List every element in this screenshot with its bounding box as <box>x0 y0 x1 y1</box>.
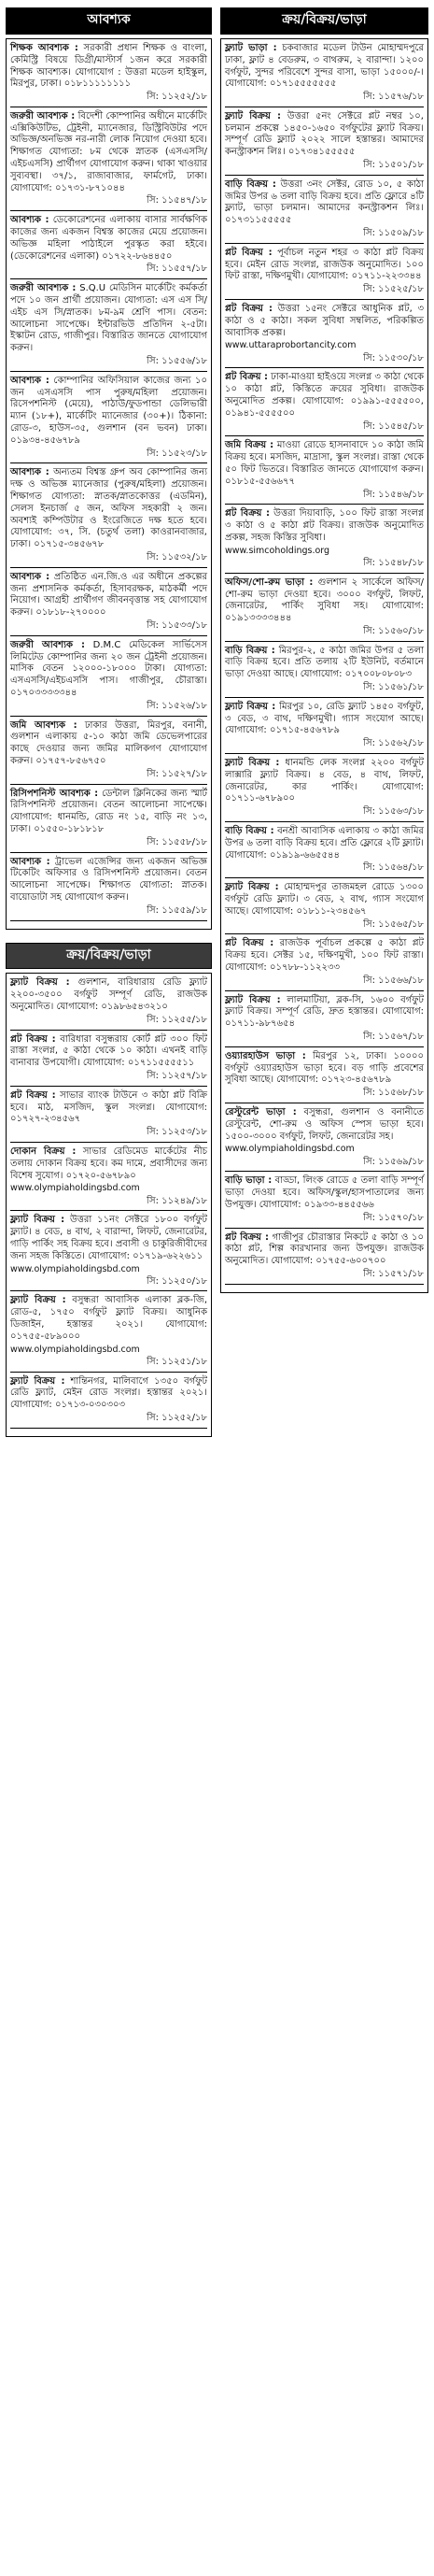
ad-divider <box>225 1228 424 1229</box>
ad-title: ফ্ল্যাট বিক্রয় : <box>10 1215 65 1226</box>
ad-title: ওয়্যারহাউস ভাড়া : <box>225 1050 306 1061</box>
classified-ad <box>10 1146 207 1211</box>
ad-body: সরকারী প্রধান শিক্ষক ও বাংলা, কেমিস্ট্রি বিষয়ে ডিগ্রী/মাস্টার্স ১জন করে সরকারী শিক্ষক আবশ্যক। যোগাযোগ : উত্তরা মডেল হাইস্কুল, মিরপুর, ঢাকা। ০১৮১১১১১১১১ <box>10 42 207 90</box>
ad-divider <box>225 990 424 991</box>
ad-title: বাড়ি বিক্রয় : <box>225 178 276 190</box>
ad-code: সি: ১১২৫৫/১৮ <box>147 1014 207 1025</box>
ad-body: S.Q.U মেডিসিন মার্কেটিং কর্মকর্তা পদে ১০ জন প্রার্থী প্রয়োজন। যোগ্যতা: এস এস সি/এইচ এস সি/স্নাতক। ৮ম-৯ম শ্রেণি পাস। বেতন: আলোচনা সাপেক্ষে। ইন্টারভিউ প্রতিদিন ২-৫টা। ইস্কাটন রোড, গাজীপুর। বিস্তারিত জানতে যোগাযোগ করুন। <box>10 283 207 354</box>
ad-divider <box>10 1372 207 1373</box>
ad-divider <box>10 1030 207 1031</box>
ad-title: প্লট বিক্রয় : <box>225 1231 269 1243</box>
ad-body: ডেন্টাল ক্লিনিকের জন্য স্মার্ট রিসিপশনিস্ট প্রয়োজন। বেতন আলোচনা সাপেক্ষে। যোগাযোগ: ধানমন্ডি, রোড নং ১৫, বাড়ি নং ১৩, ঢাকা। ০১৫৫০-১৮১৮১৮ <box>10 788 207 834</box>
ad-text <box>10 1034 207 1070</box>
classified-ad <box>10 720 207 785</box>
ad-code: সি: ১১২৫৩/১৮ <box>147 1127 207 1138</box>
ad-title: জমি আবশ্যক : <box>10 719 77 731</box>
ad-code: সি: ১১৫০৯/১৮ <box>363 228 424 239</box>
ad-divider <box>225 504 424 505</box>
ad-text <box>225 577 424 625</box>
classified-ad <box>225 995 424 1047</box>
ad-text <box>225 938 424 974</box>
ad-text <box>10 789 207 836</box>
ad-text <box>225 995 424 1031</box>
ad-title: বাড়ি বিক্রয় : <box>225 645 275 656</box>
ad-title: জমি বিক্রয় : <box>225 440 274 451</box>
ad-code: সি: ১১৫২৫/১৮ <box>363 284 424 295</box>
classified-ad <box>225 1051 424 1103</box>
ad-code: সি: ১১৫৩৩/১৮ <box>147 619 207 631</box>
ad-text <box>225 1051 424 1087</box>
ad-code: সি: ১১৫২৭/১৮ <box>147 768 207 779</box>
ad-title: আবশ্যক : <box>10 571 50 582</box>
classified-ad <box>10 1295 207 1372</box>
classified-ad <box>225 179 424 244</box>
ad-title: প্লট বিক্রয় : <box>225 938 274 949</box>
ad-title: প্লট বিক্রয় : <box>225 372 268 383</box>
classified-ad <box>225 304 424 368</box>
ad-website-link[interactable]: www.simcoholdings.org <box>225 545 330 556</box>
ad-divider <box>10 567 207 568</box>
ad-body: বাড্ডা, লিংক রোডে ৫ তলা বাড়ি সম্পূর্ণ ভাড়া দেওয়া হবে। অফিস/স্কুল/হাসপাতালের জন্য উপযুক্ত। যোগাযোগ: ০১৯৩৩-৪৪৫৫৬৬ <box>225 1175 425 1210</box>
section-header-buy-sell-rent-right: ক্রয়/বিক্রয়/ভাড়া <box>220 7 428 35</box>
ad-title: ফ্ল্যাট ভাড়া : <box>225 42 277 53</box>
ad-text <box>10 857 207 904</box>
classified-ad <box>225 702 424 754</box>
ad-code: সি: ১১৫০১/১৮ <box>363 160 424 171</box>
classified-ad <box>10 376 207 464</box>
classified-ad <box>225 882 424 934</box>
ad-divider <box>225 243 424 244</box>
classified-ad <box>225 1107 424 1172</box>
ad-body: প্রতিষ্ঠিত এন.জি.ও এর অধীনে প্রকল্পের জন্য প্রশাসনিক কর্মকর্তা, হিসাবরক্ষক, মাঠকর্মী পদে নিয়োগ। আগ্রহী প্রার্থীগণ জীবনবৃত্তান্ত সহ যোগাযোগ করুন। ০১৮১৮-২৭০০০০ <box>10 571 207 619</box>
ad-text <box>225 1232 424 1268</box>
ad-title: জরুরী আবশ্যক : <box>10 110 76 121</box>
ad-text <box>10 1090 207 1126</box>
ad-text <box>225 111 424 159</box>
ad-body: মিরপুর-২, ৫ কাঠা জমির উপর ৫ তলা বাড়ি বিক্রয় হবে। প্রতি তলায় ২টি ইউনিট, বর্তমানে ভাড়া দেওয়া আছে। যোগাযোগ: ০১৭০০৮০৮০৮৩ <box>225 645 424 680</box>
ad-website-link[interactable]: www.olympiaholdingsbd.com <box>10 1183 140 1194</box>
ad-text <box>225 1175 424 1211</box>
ad-divider <box>225 877 424 878</box>
ad-body: উত্তরা ১৫নং সেক্টরে আধুনিক প্লট, ৩ কাঠা ও ৫ কাঠা। সকল সুবিধা সম্বলিত, পরিকল্পিত আবাসিক প্রকল্প। <box>225 304 424 338</box>
ad-body: বারিধারা বসুন্ধরায় কোর্ট প্লট ৩০০ ফিট রাস্তা সংলগ্ন, ৫ কাঠা থেকে ১০ কাঠা। এখনই বাড়ি বানাবার উপযোগী। যোগাযোগ: ০১৭১১৫৫৫৫১১ <box>10 1033 207 1069</box>
ad-body: লালমাটিয়া, ব্লক-সি, ১৬০০ বর্গফুট ফ্ল্যাট বিক্রয়। সম্পূর্ণ রেডি, দ্রুত হস্তান্তর। যোগাযোগ: ০১৭১১-৯৮৭৬৫৪ <box>225 994 424 1030</box>
ad-divider <box>225 435 424 436</box>
classified-ad <box>10 111 207 211</box>
ad-title: ফ্ল্যাট বিক্রয় : <box>225 994 281 1005</box>
ad-divider <box>225 933 424 934</box>
classified-ad <box>225 440 424 505</box>
ad-body: কোম্পানির অফিসিয়াল কাজের জন্য ১০ জন এসএসসি পাস পুরুষ/মহিলা প্রয়োজন। রিসেপশনিস্ট (মেয়ে), পাঠাউ/ফুডপান্ডা ডেলিভারী ম্যান (১৮+), মার্কেটিং ম্যানেজার (৩০+)। ঠিকানা: রোড-৩, হাউস-৩৫, গুলশান (বন ভবন) ঢাকা। ০১৯৩৪-৪৫৬৭৮৯ <box>10 375 207 446</box>
ad-body: মিরপুর ১২, ঢাকা। ১০০০০ বর্গফুট ওয়্যারহাউস ভাড়া হবে। বড় গাড়ি প্রবেশের সুবিধা আছে। যোগাযোগ: ০১৭২৩-৪৫৬৭৮৯ <box>225 1050 425 1086</box>
ad-body: বসুন্ধরা আবাসিক এলাকা ব্লক-জি, রোড-৫, ১৭৫০ বর্গফুট ফ্ল্যাট বিক্রয়। আধুনিক ডিজাইন, হস্তান্তর ২০২১। যোগাযোগ: ০১৭৫৫-৫৮৯০০০ <box>10 1295 207 1342</box>
ad-text <box>225 440 424 488</box>
ad-text <box>225 43 424 91</box>
ad-divider <box>10 371 207 372</box>
ad-body: D.M.C মেডিকেল সার্ভিসেস লিমিটেড কোম্পানির জন্য ২০ জন ট্রেইনী প্রয়োজন। মাসিক বেতন ১২০০০-১৮০০০ টাকা। যোগ্যতা: এসএসসি/এইচএসসি পাস। গাজীপুর, চৌরাস্তা। ০১৭০৩৩৩৩৩৪৪ <box>10 639 207 698</box>
ad-title: জরুরী আবশ্যক : <box>10 639 85 650</box>
ad-code: সি: ১১৫৬৯/১৮ <box>363 1156 424 1167</box>
ad-body: উত্তরা দিয়াবাড়ি, ১০০ ফিট রাস্তা সংলগ্ন ৩ কাঠা ও ৫ কাঠা প্লট বিক্রয়। রাজউক অনুমোদিত প্রকল্প, সহজ কিস্তির সুবিধা। <box>225 508 424 543</box>
ad-body: বিদেশী কোম্পানির অধীনে মার্কেটিং এক্সিকিউটিভ, ট্রেইনী, ম্যানেজার, ডিস্ট্রিবিউটর পদে অভিজ্ঞ/অনভিজ্ঞ নর-নারী লোক নিয়োগ দেওয়া হবে। শিক্ষাগত যোগ্যতা: ৮ম থেকে স্নাতক (এসএসসি/এইচএসসি) প্রার্থীগণ যোগাযোগ করুন। থাকা খাওয়ার সুব্যবস্থা। ৩৭/১, রাজাবাজার, ফার্মগেট, ঢাকা। যোগাযোগ: ০১৭৩১-৮৭১০৪৪ <box>10 110 207 193</box>
classified-ad <box>225 372 424 436</box>
classified-ad <box>225 1175 424 1228</box>
classified-ad <box>225 111 424 176</box>
ad-title: আবশ্যক : <box>10 375 49 386</box>
ad-body: মিরপুর ১০, রেডি ফ্ল্যাট ১৪৫০ বর্গফুট, ৩ বেড, ৩ বাথ, দক্ষিণমুখী। গ্যাস সংযোগ আছে। যোগাযোগ: ০১৭১৫-৪৫৬৭৮৯ <box>225 701 425 736</box>
ad-text <box>10 720 207 768</box>
ad-code: সি: ১১৫২৩/১৮ <box>147 448 207 459</box>
ad-divider <box>10 1142 207 1143</box>
ad-title: রেস্টুরেন্ট ভাড়া : <box>225 1106 297 1117</box>
ad-body: অন্যতম বিশ্বস্ত গ্রুপ অব কোম্পানির জন্য দক্ষ ও অভিজ্ঞ ম্যানেজার (পুরুষ/মহিলা) প্রয়োজন। শিক্ষাগত যোগ্যতা: স্নাতক/স্নাতকোত্তর (এডমিন), সেলস ইনচার্জ ৫ জন, অফিস সহকারী ২ জন। অবশ্যই কম্পিউটার ও ইংরেজিতে দক্ষ হতে হবে। যোগাযোগ: ৩৭, সি. (চতুর্থ তলা) কাওরানবাজার, ঢাকা। ০১৭১৫-৩৪৫৬৭৮ <box>10 467 207 550</box>
ad-text <box>10 572 207 619</box>
classified-ad <box>225 758 424 822</box>
ad-text <box>225 179 424 227</box>
classified-ad <box>10 215 207 279</box>
ad-body: শান্তিনগর, মালিবাগে ১৩৫০ বর্গফুট রেডি ফ্ল্যাট, মেইন রোড সংলগ্ন। হস্তান্তর ২০২১। যোগাযোগ: ০১৭১৩-০৩০৩০৩ <box>10 1375 207 1411</box>
classified-ad <box>225 1232 424 1285</box>
classified-ad <box>10 572 207 636</box>
ad-code: সি: ১১৫৫৮/১৮ <box>147 836 207 847</box>
classified-ad <box>10 1034 207 1087</box>
ad-text <box>10 640 207 700</box>
ad-code: সি: ১১২৫২/১৮ <box>147 1412 207 1423</box>
ad-divider <box>225 1046 424 1047</box>
ad-divider <box>225 697 424 698</box>
ad-text <box>225 646 424 681</box>
classified-ad <box>10 467 207 567</box>
ad-code: সি: ১১২৫০/১৮ <box>147 1275 207 1287</box>
ad-text <box>10 467 207 551</box>
ad-code: সি: ১১৫৪৫/১৮ <box>363 420 424 432</box>
ad-code: সি: ১১৫৬৩/১৮ <box>363 806 424 818</box>
ad-body: ধানমন্ডি লেক সংলগ্ন ২২০০ বর্গফুট লাক্সারি ফ্ল্যাট বিক্রয়। ৪ বেড, ৪ বাথ, লিফট, জেনারেটর, কার পার্কিং। যোগাযোগ: ০১৭১১-৬৭৮৯০০ <box>225 758 424 804</box>
classified-ad <box>10 789 207 853</box>
classified-ad <box>10 1376 207 1429</box>
ad-body: উত্তরা ৫নং সেক্টরে প্লট নম্বর ১০, চলমান প্রকল্পে ১৪৫০-১৬৫০ বর্গফুটের ফ্ল্যাট বিক্রয়। সম্পূর্ণ রেডি ফ্ল্যাট ২০২২ সালে হস্তান্তর। আমাদের কনস্ট্রাকশন লিঃ। ০১৭৩৪১৫৫৫৫৫ <box>225 110 424 158</box>
ad-divider <box>225 175 424 176</box>
ad-code: সি: ১১২৫১/১৮ <box>147 1356 207 1367</box>
ad-text <box>10 1376 207 1412</box>
ad-title: বাড়ি বিক্রয় : <box>225 826 274 837</box>
ad-code: সি: ১১৫৬০/১৮ <box>363 625 424 636</box>
ad-divider <box>225 299 424 300</box>
ad-divider <box>225 641 424 642</box>
ad-code: সি: ১১৫৬৪/১৮ <box>363 862 424 874</box>
ad-title: প্লট বিক্রয় : <box>225 247 273 258</box>
classified-ad <box>10 977 207 1030</box>
ad-title: প্লট বিক্রয় : <box>10 1089 56 1101</box>
ad-body: ঢাকার উত্তরা, মিরপুর, বনানী, গুলশান এলাকায় ৫-১০ কাঠা জমি ডেভেলপারের কাছে দেওয়ার জন্য জমির মালিকগণ যোগাযোগ করুন। ০১৭৫৭-৮৫৬৭৫০ <box>10 719 207 766</box>
ad-code: সি: ১১৫৩২/১৮ <box>147 551 207 562</box>
ad-code: সি: ১১৫৬৫/১৮ <box>363 918 424 930</box>
ad-divider <box>225 821 424 822</box>
section-header-buy-sell-rent: ক্রয়/বিক্রয়/ভাড়া <box>6 943 212 970</box>
ad-text <box>225 372 424 420</box>
ad-title: ফ্ল্যাট বিক্রয় : <box>225 701 276 712</box>
ad-divider <box>225 753 424 754</box>
ads-box-buy-sell-left <box>6 973 212 1436</box>
ad-code: সি: ১১৫৭০/১৮ <box>363 1212 424 1223</box>
ad-text <box>225 248 424 283</box>
ads-box-buy-sell-right <box>220 38 428 1293</box>
ad-text <box>225 508 424 544</box>
ad-code: সি: ১১৫৪৭/১৮ <box>147 195 207 206</box>
classified-ad <box>10 283 207 372</box>
ad-body: সাভার ব্যাংক টাউনে ৩ কাঠা প্লট বিক্রি হবে। মাঠ, মসজিদ, স্কুল সংলগ্ন। যোগাযোগ: ০১৭২৭-২৩৪৫৬৭ <box>10 1089 207 1125</box>
ad-title: জরুরী আবশ্যক : <box>10 283 77 294</box>
classified-ad <box>225 508 424 573</box>
ad-website-link[interactable]: www.olympiaholdingsbd.com <box>10 1263 140 1274</box>
ad-title: প্লট বিক্রয় : <box>225 304 273 315</box>
ad-text <box>225 1107 424 1143</box>
ad-divider <box>225 1171 424 1172</box>
ad-text <box>10 111 207 195</box>
ad-code: সি: ১১৫৬১/১৮ <box>363 682 424 693</box>
ad-code: সি: ১১৫৬৬/১৮ <box>363 975 424 986</box>
ad-title: রিসিপশনিস্ট আবশ্যক : <box>10 788 99 799</box>
ad-body: পূর্বাচল নতুন শহর ৩ কাঠা প্লট বিক্রয় হবে। মেইন রোড সংলগ্ন, রাজউক অনুমোদিত। ১০০ ফিট রাস্তা, দক্ষিণমুখী। যোগাযোগ: ০১৭১১-২২৩৩৪৪ <box>225 247 424 282</box>
ad-divider <box>10 635 207 636</box>
ad-body: রাজউক পূর্বাচল প্রকল্পে ৫ কাঠা প্লট বিক্রয় হবে। সেক্টর ১৫, দক্ষিণমুখী, ১০০ ফিট রাস্তা। যোগাযোগ: ০১৭৮৮-১১২২৩৩ <box>225 938 424 974</box>
ad-divider <box>10 716 207 717</box>
ad-code: সি: ১১৫৪৮/১৮ <box>363 557 424 568</box>
ad-code: সি: ১১৫৬৮/১৮ <box>363 1088 424 1099</box>
ad-title: শিক্ষক আবশ্যক : <box>10 42 78 53</box>
ad-body: চকবাজার মডেল টাউন মোহাম্মদপুরে ঢাকা, ফ্লাট ৪ বেডরুম, ৩ বাথরুম, ২ বারান্দা। ১২০০ বর্গফুট, সুন্দর পরিবেশে সুন্দর বাসা, ভাড়া ১৫০০০/-। যোগাযোগ: ০১৭১৫৫৫৫৫৫৫ <box>225 42 424 90</box>
ad-code: সি: ১১৫২৬/১৮ <box>147 700 207 711</box>
ad-title: প্লট বিক্রয় : <box>225 508 270 519</box>
classified-ad <box>10 640 207 717</box>
ad-divider <box>225 573 424 574</box>
ad-code: সি: ১১৫৬৭/১৮ <box>363 1032 424 1042</box>
column-left <box>6 7 212 1437</box>
ad-title: ফ্ল্যাট বিক্রয় : <box>225 758 280 769</box>
ad-text <box>225 702 424 737</box>
ad-title: ফ্ল্যাট বিক্রয় : <box>10 1375 65 1387</box>
ad-body: বনশ্রী আবাসিক এলাকায় ৩ কাঠা জমির উপর ৬ তলা বাড়ি বিক্রয় হবে। প্রতি ফ্লোরে ২টি ফ্ল্যাট। যোগাযোগ: ০১৯১৯-৬৬৫৫৪৪ <box>225 826 425 861</box>
ad-code: সি: ১১৫৭১/১৮ <box>363 1268 424 1279</box>
ad-code: সি: ১১৫৫৯/১৮ <box>147 904 207 916</box>
ad-text <box>10 283 207 355</box>
ad-body: গাজীপুর চৌরাস্তার নিকটে ৫ কাঠা ও ১০ কাঠা প্লট, শিল্প কারখানার জন্য উপযুক্ত। রাজউক অনুমোদিত। যোগাযোগ: ০১৭৫৫-৬০০৭০০ <box>225 1231 424 1267</box>
ad-title: প্লট বিক্রয় : <box>10 1033 56 1045</box>
ad-divider <box>225 1284 424 1285</box>
ad-text <box>10 215 207 263</box>
ad-text <box>10 43 207 91</box>
ad-code: সি: ১১৫৭৬/১৮ <box>363 92 424 103</box>
ad-body: মোহাম্মদপুর তাজমহল রোডে ১৩০০ বর্গফুট রেডি ফ্ল্যাট। ৩ বেড, ২ বাথ, গ্যাস সংযোগ আছে। যোগাযোগ: ০১৮১১-২৩৪৫৬৭ <box>225 882 424 917</box>
ad-body: উত্তরা ১১নং সেক্টরে ১৮০০ বর্গফুট ফ্ল্যাট। ৪ বেড, ৪ বাথ, ২ বারান্দা, লিফট, জেনারেটর, গাড়ি পার্কিং সহ বিক্রয় হবে। প্রবাসী ও চাকুরিজীবীদের জন্য সহজ কিস্তিতে। যোগাযোগ: ০১৭১৯-৬২২৬১১ <box>10 1215 207 1261</box>
ad-code: সি: ১১২৫২/১৮ <box>147 92 207 103</box>
classified-ad <box>10 1090 207 1143</box>
classified-ad <box>225 826 424 878</box>
ad-divider <box>10 210 207 211</box>
ad-title: ফ্ল্যাট বিক্রয় : <box>10 977 70 989</box>
classified-ad <box>225 646 424 698</box>
ad-divider <box>225 367 424 368</box>
classified-ad <box>225 248 424 300</box>
ad-website-link[interactable]: www.olympiaholdingsbd.com <box>10 1344 140 1355</box>
ad-title: বাড়ি ভাড়া : <box>225 1175 273 1187</box>
ad-text <box>225 758 424 805</box>
ad-text <box>10 977 207 1013</box>
ad-body: মাওয়া রোডে হাসনাবাদে ১০ কাঠা জমি বিক্রয় হবে। মসজিদ, মাদ্রাসা, স্কুল সংলগ্ন। রাস্তা থেকে ৫০ ফিট ভিতরে। বিস্তারিত জানতে যোগাযোগ করুন। ০১৮১৫-৫৫৬৬৭৭ <box>225 440 424 487</box>
ad-body: ঢাকা-মাওয়া হাইওয়ে সংলগ্ন ৩ কাঠা থেকে ১০ কাঠা প্লট, কিস্তিতে ক্রয়ের সুবিধা। রাজউক অনুমোদিত প্রকল্প। যোগাযোগ: ০১৯৯১-৫৫৫৫০০, ০১৯৪১-৫৫৫৫০০ <box>225 372 424 419</box>
ad-divider <box>10 1210 207 1211</box>
classified-ad <box>10 43 207 107</box>
ad-text <box>10 376 207 448</box>
ad-divider <box>10 852 207 853</box>
ad-text <box>10 1146 207 1182</box>
ad-website-link[interactable]: www.olympiaholdingsbd.com <box>225 1144 355 1155</box>
ad-body: সাভার রেডিমেড মার্কেটের নীচ তলায় দোকান বিক্রয় হবে। কম দামে, প্রবাসীদের জন্য বিশেষ সুযোগ। ০১৭২০-৫৬৭৮৯০ <box>10 1146 207 1181</box>
ad-divider <box>10 278 207 279</box>
column-right <box>220 7 428 1293</box>
ad-body: ট্রাভেল এজেন্সির জন্য একজন অভিজ্ঞ টিকেটিং অফিসার ও রিসিপশনিস্ট প্রয়োজন। বেতন আলোচনা সাপেক্ষে। শিক্ষাগত যোগ্যতা: স্নাতক। বায়োডাটা সহ যোগাযোগ করুন। <box>10 856 207 903</box>
ad-title: আবশ্যক : <box>10 215 49 226</box>
ad-body: উত্তরা ৩নং সেক্টর, রোড ১০, ৫ কাঠা জমির উপর ৬ তলা বাড়ি বিক্রয় হবে। প্রতি ফ্লোরে ৪টি ফ্ল্যাট, ভাড়া চলমান। আমাদের কনস্ট্রাকশন লিঃ। ০১৭৩১১৫৫৫৫৫ <box>225 178 424 226</box>
ad-code: সি: ১১২৪৯/১৮ <box>147 1195 207 1206</box>
classified-ad <box>225 938 424 990</box>
ad-title: ফ্ল্যাট বিক্রয় : <box>225 882 279 893</box>
ad-title: আবশ্যক : <box>10 467 49 478</box>
classified-ad <box>10 1215 207 1291</box>
ad-text <box>225 826 424 861</box>
ad-text <box>10 1295 207 1343</box>
ad-body: ডেকোরেশনের এলাকায় বাসার সার্বক্ষণিক কাজের জন্য একজন বিশ্বস্ত কাজের মেয়ে প্রয়োজন। অভিজ্ঞ মহিলা পাঠাইলে পুরস্কৃত করা হইবে। (ডেকোরেশনের এলাকা) ০১৭২২-৮৬৪৪৫০ <box>10 215 207 262</box>
ad-code: সি: ১১৫৫৭/১৮ <box>147 263 207 275</box>
classified-ad <box>225 577 424 642</box>
ad-divider <box>10 784 207 785</box>
ad-title: ফ্ল্যাট বিক্রয় : <box>225 110 282 121</box>
ad-website-link[interactable]: www.uttaraprobortancity.com <box>225 340 357 351</box>
ad-divider <box>10 1428 207 1429</box>
ad-body: গুলশান ২ সার্কেলে অফিস/শো-রুম ভাড়া দেওয়া হবে। ৩০০০ বর্গফুট, লিফট, জেনারেটর, পার্কিং সুবিধা সহ। যোগাযোগ: ০১৯১৩৩৩৩৪৪৪ <box>225 576 424 624</box>
ad-body: বসুন্ধরা, গুলশান ও বনানীতে রেস্টুরেন্ট, শো-রুম ও অফিস স্পেস ভাড়া হবে। ১৫০০-৩০০০ বর্গফুট, লিফট, জেনারেটর সহ। <box>225 1106 424 1142</box>
ad-text <box>225 304 424 339</box>
ad-divider <box>10 920 207 921</box>
classified-ad <box>10 857 207 921</box>
ad-title: দোকান বিক্রয় : <box>10 1146 77 1157</box>
ad-text <box>10 1215 207 1262</box>
classified-ad <box>225 43 424 107</box>
ad-code: সি: ১১৫৩০/১৮ <box>363 352 424 363</box>
ad-divider <box>10 1290 207 1291</box>
ad-title: আবশ্যক : <box>10 856 50 867</box>
ad-code: সি: ১১৫৫৬/১৮ <box>147 356 207 367</box>
ad-title: ফ্ল্যাট বিক্রয় : <box>10 1295 66 1306</box>
ad-code: সি: ১১৫৬২/১৮ <box>363 738 424 749</box>
ad-code: সি: ১১৫৪৬/১৮ <box>363 489 424 500</box>
section-header-wanted: আবশ্যক <box>6 7 212 35</box>
ad-divider <box>10 1086 207 1087</box>
ad-text <box>225 882 424 918</box>
ads-box-wanted <box>6 38 212 930</box>
ad-title: অফিস/শো-রুম ভাড়া : <box>225 576 314 588</box>
ad-body: গুলশান, বারিধারায় রেডি ফ্ল্যাট ২২০০-৩৫০০ বর্গফুট সম্পূর্ণ রেডি, রাজউক অনুমোদিত। যোগাযোগ: ০১৯৮৬৫৪৩২১০ <box>10 977 208 1012</box>
ad-code: সি: ১১২৫৭/১৮ <box>147 1070 207 1081</box>
